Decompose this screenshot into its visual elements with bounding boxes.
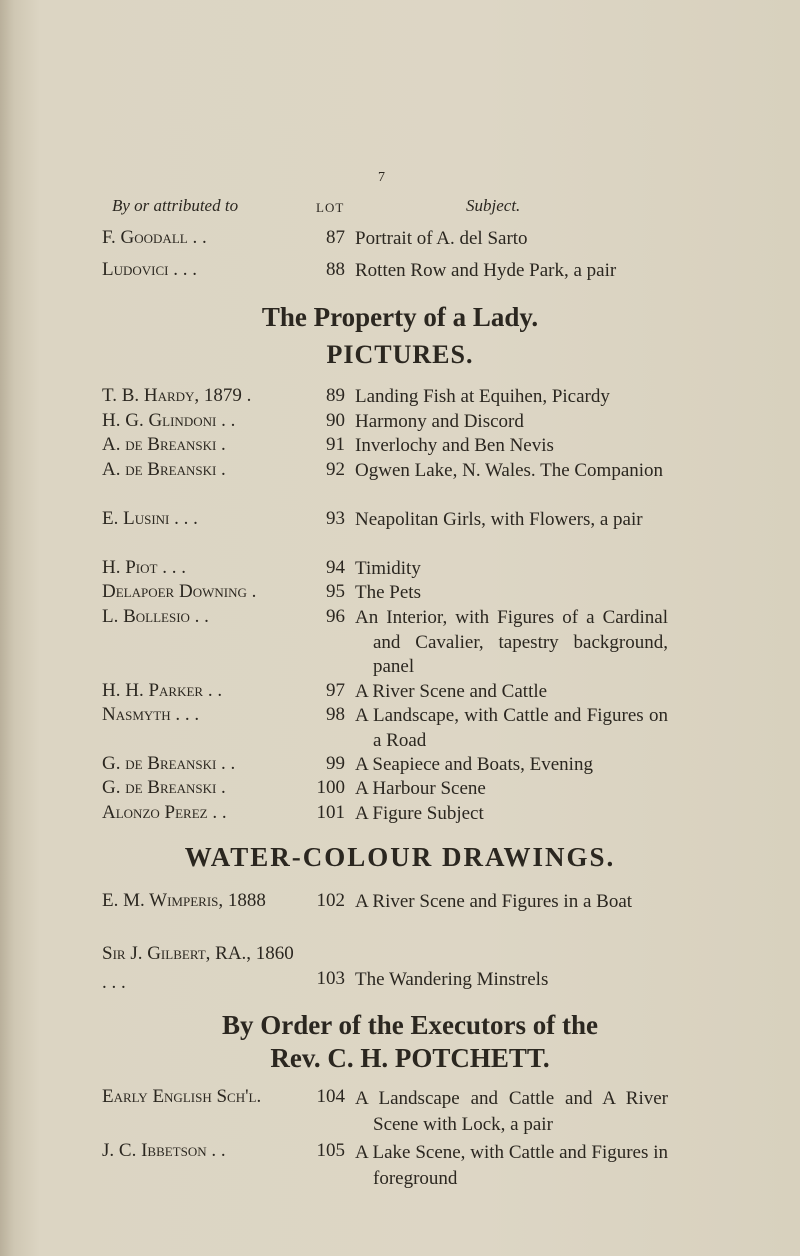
heading-water-colour-drawings: WATER-COLOUR DRAWINGS. [184, 842, 616, 872]
lot-number: 105 [316, 1140, 345, 1161]
lot-subject: Landing Fish at Equihen, Picardy [355, 386, 610, 407]
lot-subject: A Landscape and Cattle and A River Scene with Lock, a pair [355, 1088, 668, 1135]
lot-number: 100 [316, 777, 345, 798]
lot-number: 89 [326, 385, 345, 406]
lot-number: 91 [326, 434, 345, 455]
lot-subject: An Interior, with Figures of a Cardinal and Cavalier, tapestry background, panel [355, 607, 668, 677]
lot-subject: A Lake Scene, with Cattle and Figures in foreground [355, 1142, 668, 1189]
lot-subject: A Figure Subject [355, 803, 484, 824]
lot-artist: Sir J. Gilbert, RA., 1860 . . . [102, 943, 294, 993]
lot-artist: J. C. Ibbetson . . [102, 1140, 226, 1161]
lot-subject: Inverlochy and Ben Nevis [355, 435, 554, 456]
lot-number: 90 [326, 410, 345, 431]
lot-artist: G. de Breanski . . [102, 753, 236, 774]
lot-artist: Ludovici . . . [102, 259, 197, 280]
lot-artist: Early English Sch'l. [102, 1086, 262, 1107]
lot-number: 104 [316, 1086, 345, 1107]
lot-number: 101 [316, 802, 345, 823]
page-mark: 7 [378, 170, 385, 185]
lot-subject: A Landscape, with Cattle and Figures on a Road [355, 705, 668, 751]
heading-executors-line1: By Order of the Executors of the [222, 1010, 598, 1040]
lot-artist: E. Lusini . . . [102, 508, 198, 529]
lot-number: 99 [326, 753, 345, 774]
lot-subject: Rotten Row and Hyde Park, a pair [355, 260, 617, 281]
lot-artist: G. de Breanski . [102, 777, 226, 798]
column-header-lot: LOT [316, 200, 345, 215]
lot-number: 87 [326, 227, 345, 248]
heading-pictures: PICTURES. [326, 340, 474, 369]
lot-number: 94 [326, 557, 345, 578]
lot-artist: H. G. Glindoni . . [102, 410, 236, 431]
lot-subject: Neapolitan Girls, with Flowers, a pair [355, 509, 643, 530]
lot-artist: H. Piot . . . [102, 557, 186, 578]
lot-subject: Ogwen Lake, N. Wales. The Companion [355, 460, 664, 481]
lot-subject: Portrait of A. del Sarto [355, 228, 528, 249]
lot-number: 98 [326, 704, 345, 725]
lot-artist: L. Bollesio . . [102, 606, 209, 627]
lot-artist: A. de Breanski . [102, 434, 226, 455]
lot-number: 96 [326, 606, 345, 627]
lot-artist: F. Goodall . . [102, 227, 207, 248]
heading-executors-line2: Rev. C. H. POTCHETT. [270, 1043, 550, 1073]
lot-artist: T. B. Hardy, 1879 . [102, 385, 252, 406]
lot-subject: The Wandering Minstrels [355, 969, 549, 990]
lot-number: 93 [326, 508, 345, 529]
lot-artist: E. M. Wimperis, 1888 [102, 890, 266, 911]
column-header-artist: By or attributed to [112, 196, 239, 215]
lot-number: 88 [326, 259, 345, 280]
lot-subject: The Pets [355, 582, 421, 603]
column-header-subject: Subject. [466, 196, 521, 215]
lot-number: 97 [326, 680, 345, 701]
lot-subject: A Seapiece and Boats, Evening [355, 754, 593, 775]
lot-artist: Delapoer Downing . [102, 581, 257, 602]
lot-subject: A River Scene and Cattle [355, 681, 548, 702]
lot-number: 102 [316, 890, 345, 911]
lot-number: 95 [326, 581, 345, 602]
lot-artist: Nasmyth . . . [102, 704, 200, 725]
lot-artist: A. de Breanski . [102, 459, 226, 480]
heading-property-of-a-lady: The Property of a Lady. [261, 302, 539, 332]
lot-artist: H. H. Parker . . [102, 680, 223, 701]
lot-subject: A River Scene and Figures in a Boat [355, 891, 633, 912]
lot-number: 92 [326, 459, 345, 480]
lot-subject: Harmony and Discord [355, 411, 524, 432]
lot-subject: Timidity [355, 558, 421, 579]
lot-artist: Alonzo Perez . . [102, 802, 227, 823]
lot-number: 103 [316, 968, 345, 989]
lot-subject: A Harbour Scene [355, 778, 486, 799]
